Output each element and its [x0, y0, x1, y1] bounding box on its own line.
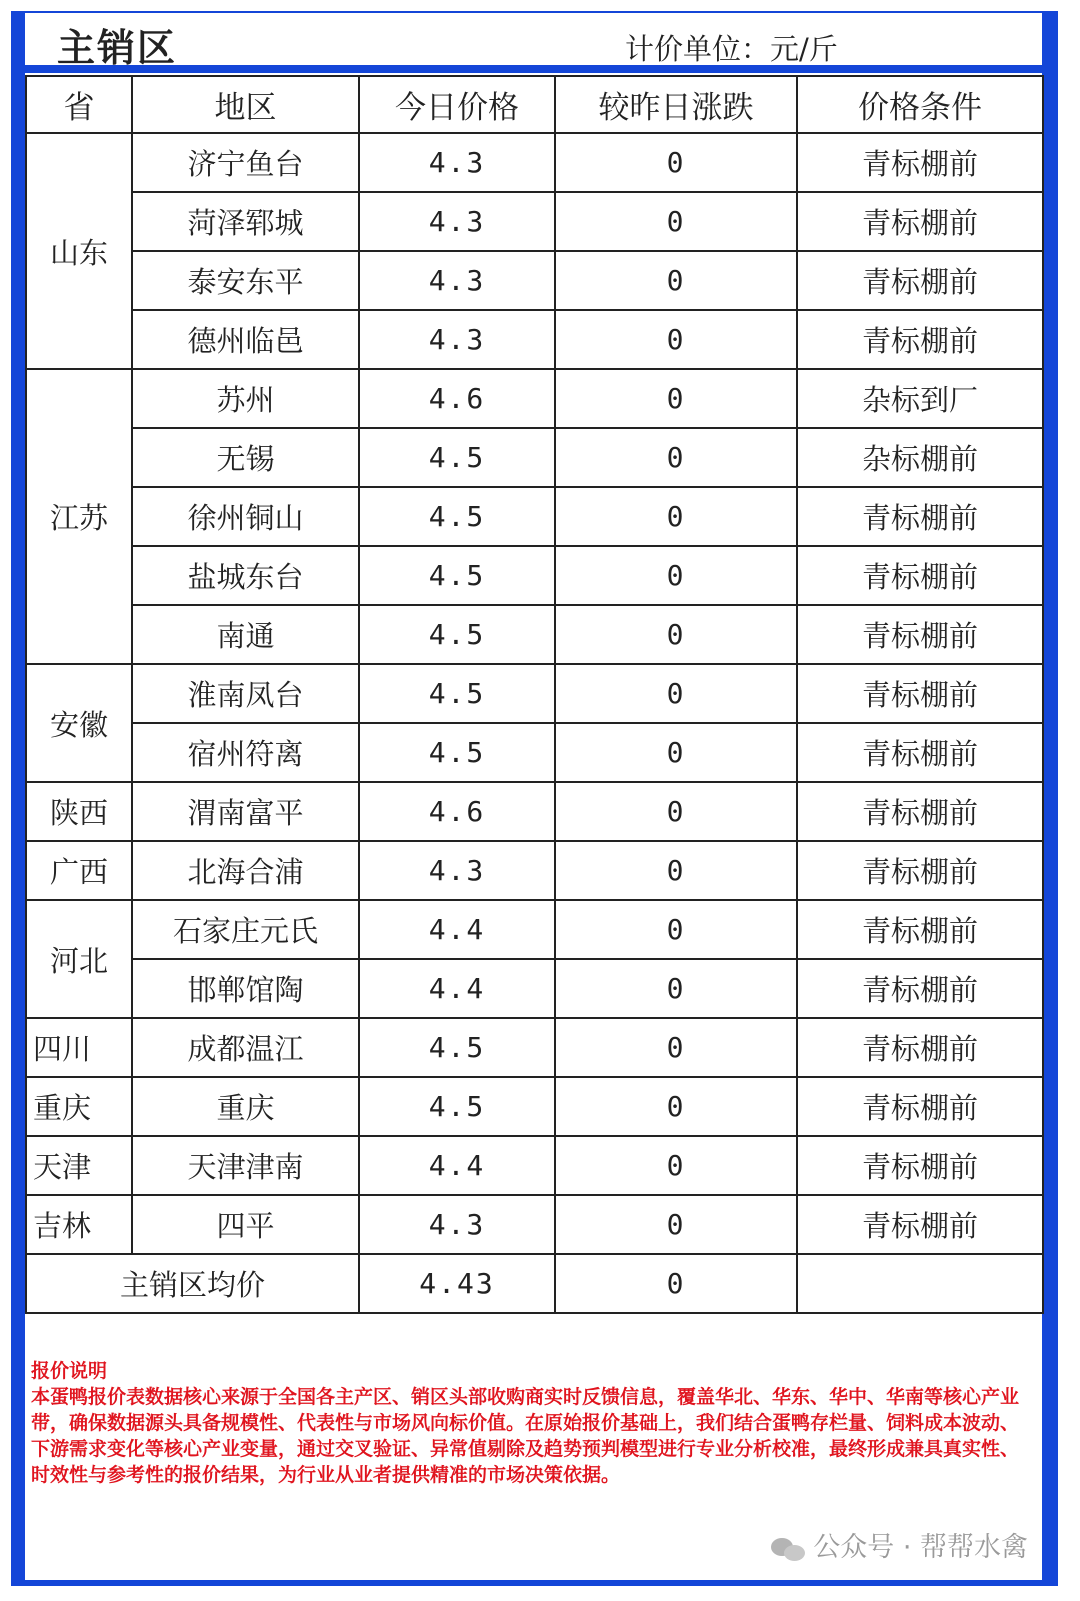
table-body: [26, 133, 1043, 1254]
table-row: [26, 841, 1043, 900]
change-cell: 0: [555, 605, 797, 664]
page-title: 主销区: [57, 26, 178, 70]
condition-cell: 青标棚前: [797, 723, 1043, 782]
price-cell: 4.3: [359, 192, 555, 251]
table-row: [26, 546, 1043, 605]
column-header: 今日价格: [359, 76, 555, 133]
price-cell: 4.5: [359, 1077, 555, 1136]
region-cell: 济宁鱼台: [132, 133, 359, 192]
condition-cell: 青标棚前: [797, 841, 1043, 900]
change-cell: 0: [555, 369, 797, 428]
table-row: [26, 959, 1043, 1018]
condition-cell: 杂标到厂: [797, 369, 1043, 428]
change-cell: 0: [555, 1195, 797, 1254]
table-row: [26, 1077, 1043, 1136]
province-cell: 河北: [26, 900, 132, 1018]
condition-cell: 青标棚前: [797, 1195, 1043, 1254]
condition-cell: 杂标棚前: [797, 428, 1043, 487]
province-cell: 天津: [26, 1136, 132, 1195]
table-row: [26, 605, 1043, 664]
price-cell: 4.6: [359, 369, 555, 428]
change-cell: 0: [555, 310, 797, 369]
price-note: [31, 1358, 1031, 1488]
price-cell: 4.5: [359, 664, 555, 723]
region-cell: 盐城东台: [132, 546, 359, 605]
change-cell: 0: [555, 1136, 797, 1195]
column-header: 较昨日涨跌: [555, 76, 797, 133]
region-cell: 成都温江: [132, 1018, 359, 1077]
region-cell: 北海合浦: [132, 841, 359, 900]
price-cell: 4.5: [359, 428, 555, 487]
region-cell: 渭南富平: [132, 782, 359, 841]
change-cell: 0: [555, 133, 797, 192]
condition-cell: 青标棚前: [797, 1136, 1043, 1195]
change-cell: 0: [555, 1018, 797, 1077]
note-body: 本蛋鸭报价表数据核心来源于全国各主产区、销区头部收购商实时反馈信息，覆盖华北、华东、华中、华南等核心产业带，确保数据源头具备规模性、代表性与市场风向标价值。在原始报价基础上，我们结合蛋鸭存栏量、饲料成本波动、下游需求变化等核心产业变量，通过交叉验证、异常值剔除及趋势预判模型进行专业分析校准，最终形成兼具真实性、时效性与参考性的报价结果，为行业从业者提供精准的市场决策依据。: [31, 1386, 1020, 1486]
condition-cell: 青标棚前: [797, 959, 1043, 1018]
average-label: 主销区均价: [26, 1254, 359, 1313]
price-cell: 4.5: [359, 723, 555, 782]
price-cell: 4.4: [359, 900, 555, 959]
condition-cell: 青标棚前: [797, 192, 1043, 251]
region-cell: 德州临邑: [132, 310, 359, 369]
price-table: [25, 75, 1044, 1314]
table-row: [26, 133, 1043, 192]
price-cell: 4.5: [359, 546, 555, 605]
table-row: [26, 310, 1043, 369]
province-cell: 陕西: [26, 782, 132, 841]
region-cell: 宿州符离: [132, 723, 359, 782]
table-row: [26, 192, 1043, 251]
watermark: [771, 1525, 1028, 1564]
change-cell: 0: [555, 487, 797, 546]
region-cell: 南通: [132, 605, 359, 664]
condition-cell: 青标棚前: [797, 251, 1043, 310]
region-cell: 徐州铜山: [132, 487, 359, 546]
condition-cell: 青标棚前: [797, 487, 1043, 546]
price-cell: 4.3: [359, 133, 555, 192]
price-cell: 4.3: [359, 310, 555, 369]
table-row: [26, 369, 1043, 428]
page-frame: [11, 11, 1058, 1586]
province-cell: 四川: [26, 1018, 132, 1077]
region-cell: 天津津南: [132, 1136, 359, 1195]
region-cell: 菏泽郓城: [132, 192, 359, 251]
price-cell: 4.3: [359, 1195, 555, 1254]
region-cell: 四平: [132, 1195, 359, 1254]
condition-cell: 青标棚前: [797, 664, 1043, 723]
table-row: [26, 1136, 1043, 1195]
table-header-row: [26, 76, 1043, 133]
price-cell: 4.5: [359, 1018, 555, 1077]
condition-cell: 青标棚前: [797, 310, 1043, 369]
condition-cell: 青标棚前: [797, 900, 1043, 959]
average-change: 0: [555, 1254, 797, 1313]
change-cell: 0: [555, 723, 797, 782]
region-cell: 无锡: [132, 428, 359, 487]
region-cell: 邯郸馆陶: [132, 959, 359, 1018]
region-cell: 淮南凤台: [132, 664, 359, 723]
average-condition: [797, 1254, 1043, 1313]
price-cell: 4.3: [359, 251, 555, 310]
table-row: [26, 723, 1043, 782]
price-cell: 4.4: [359, 959, 555, 1018]
price-cell: 4.3: [359, 841, 555, 900]
title-bar: [25, 13, 1042, 73]
price-unit: 计价单位：元/斤: [625, 32, 838, 66]
change-cell: 0: [555, 841, 797, 900]
province-cell: 江苏: [26, 369, 132, 664]
change-cell: 0: [555, 900, 797, 959]
column-header: 省: [26, 76, 132, 133]
region-cell: 石家庄元氏: [132, 900, 359, 959]
change-cell: 0: [555, 782, 797, 841]
change-cell: 0: [555, 546, 797, 605]
change-cell: 0: [555, 428, 797, 487]
average-price: 4.43: [359, 1254, 555, 1313]
condition-cell: 青标棚前: [797, 133, 1043, 192]
table-row: [26, 664, 1043, 723]
price-cell: 4.5: [359, 605, 555, 664]
change-cell: 0: [555, 251, 797, 310]
note-title: 报价说明: [31, 1360, 108, 1382]
table-row: [26, 487, 1043, 546]
region-cell: 重庆: [132, 1077, 359, 1136]
province-cell: 山东: [26, 133, 132, 369]
change-cell: 0: [555, 192, 797, 251]
condition-cell: 青标棚前: [797, 1018, 1043, 1077]
watermark-text: 公众号 · 帮帮水禽: [813, 1532, 1028, 1563]
table-row: [26, 782, 1043, 841]
table-row: [26, 900, 1043, 959]
region-cell: 苏州: [132, 369, 359, 428]
table-row: [26, 428, 1043, 487]
condition-cell: 青标棚前: [797, 605, 1043, 664]
change-cell: 0: [555, 1077, 797, 1136]
province-cell: 安徽: [26, 664, 132, 782]
province-cell: 吉林: [26, 1195, 132, 1254]
column-header: 地区: [132, 76, 359, 133]
table-row: [26, 1018, 1043, 1077]
province-cell: 广西: [26, 841, 132, 900]
sheet: [25, 13, 1042, 1580]
table-row: [26, 1195, 1043, 1254]
column-header: 价格条件: [797, 76, 1043, 133]
condition-cell: 青标棚前: [797, 546, 1043, 605]
condition-cell: 青标棚前: [797, 1077, 1043, 1136]
change-cell: 0: [555, 664, 797, 723]
price-cell: 4.4: [359, 1136, 555, 1195]
change-cell: 0: [555, 959, 797, 1018]
table-row: [26, 251, 1043, 310]
price-cell: 4.6: [359, 782, 555, 841]
region-cell: 泰安东平: [132, 251, 359, 310]
price-cell: 4.5: [359, 487, 555, 546]
average-row: [26, 1254, 1043, 1313]
condition-cell: 青标棚前: [797, 782, 1043, 841]
wechat-icon: [771, 1536, 805, 1562]
province-cell: 重庆: [26, 1077, 132, 1136]
